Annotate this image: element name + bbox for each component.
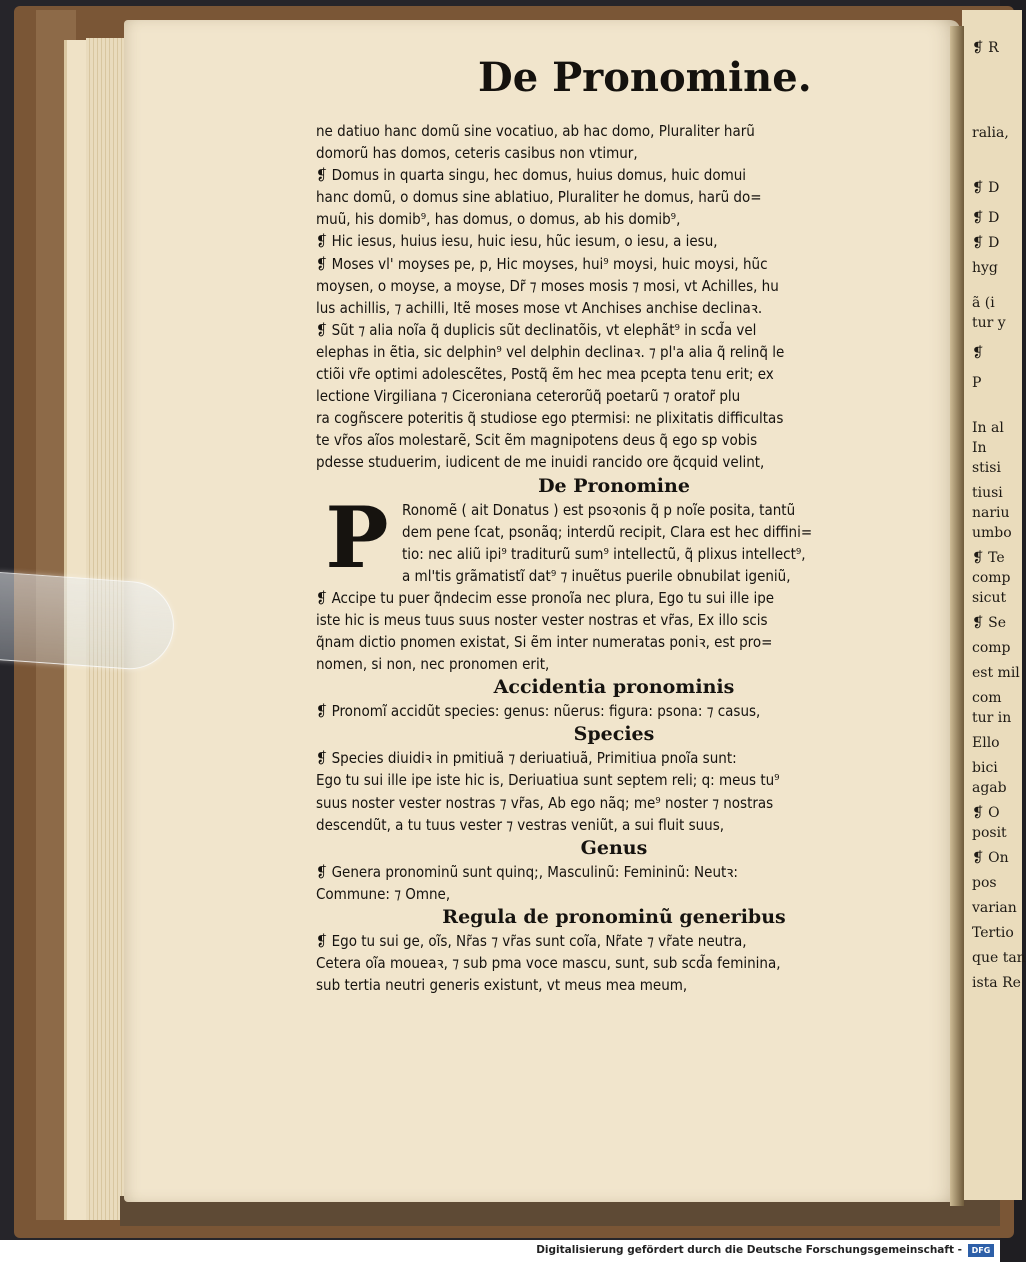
facing-page-fragment: hyg — [972, 260, 998, 276]
dfg-logo: DFG — [968, 1244, 994, 1257]
text-line: Ego tu sui ille ipe iste hic is, Deriuatiua sunt septem reli; q: meus tu⁹ — [316, 771, 780, 790]
facing-page-fragment: com — [972, 690, 1002, 706]
facing-page-fragment: tiusi — [972, 485, 1003, 501]
paragraph-block-e — [316, 747, 912, 835]
heading-regula: Regula de pronominũ generibus — [442, 905, 786, 928]
text-line: lectione Virgiliana ⁊ Ciceroniana ceterorũq̃ poetarũ ⁊ orator̃ plu — [316, 387, 741, 406]
paragraph-block-g — [316, 930, 912, 996]
text-line: hanc domũ, o domus sine ablatiuo, Pluraliter he domus, harũ do= — [316, 188, 762, 207]
facing-page-fragment: agab — [972, 780, 1007, 796]
text-line: ❡ Species diuidiꝛ in pmitiuã ⁊ deriuatiuã, Primitiua pnoĩa sunt: — [316, 749, 737, 768]
facing-page-fragment: comp — [972, 640, 1011, 656]
text-line: a ml'tis grãmatistĩ dat⁹ ⁊ inuẽtus puerile obnubilat igeniũ, — [402, 566, 791, 585]
decorated-initial: P — [325, 487, 389, 587]
page-title: De Pronomine. — [478, 54, 812, 101]
text-line: suus noster vester nostras ⁊ vr̃as, Ab ego nãq; me⁹ noster ⁊ nostras — [316, 793, 774, 812]
text-line: ❡ Ego tu sui ge, oĩs, Nr̃as ⁊ vr̃as sunt coĩa, Nr̃ate ⁊ vr̃ate neutra, — [316, 931, 747, 950]
heading-genus: Genus — [580, 836, 648, 859]
facing-page-fragment: ista Re — [972, 975, 1021, 991]
text-line: Ronomẽ ( ait Donatus ) est psoꝛonis q̃ p noĩe posita, tantũ — [402, 500, 796, 519]
text-line: tio: nec aliũ ipi⁹ traditurũ sum⁹ intellectũ, q̃ plixus intellect⁹, — [402, 544, 806, 563]
facing-page-fragment: ❡ D — [972, 235, 1000, 251]
facing-page-fragment: P — [972, 375, 982, 391]
paragraph-block-c — [316, 587, 912, 675]
paragraph-block-b — [316, 487, 912, 587]
facing-page-fragment: umbo — [972, 525, 1012, 541]
heading-species: Species — [573, 723, 655, 746]
facing-page-fragment: Ello — [972, 735, 1000, 751]
facing-page-fragment: est mil — [972, 665, 1020, 681]
facing-page-fragment: ❡ O — [972, 805, 1000, 821]
text-line: pdesse studuerim, iudicent de me inuidi rancido ore q̃cquid velint, — [316, 453, 765, 472]
paragraph-block-a — [316, 120, 912, 474]
text-line: ctiõi vr̃e optimi adolescẽtes, Postq̃ ẽm hec mea pcepta tenu erit; ex — [316, 365, 774, 384]
facing-page-fragment: tur in — [972, 710, 1012, 726]
text-line: moysen, o moyse, a moyse, Dr̃ ⁊ moses mosis ⁊ mosi, vt Achilles, hu — [316, 276, 779, 295]
text-line: nomen, si non, nec pronomen erit, — [316, 655, 550, 674]
text-line: ❡ Hic iesus, huius iesu, huic iesu, hũc iesum, o iesu, a iesu, — [316, 232, 718, 251]
facing-page-fragment: bici — [972, 760, 998, 776]
facing-page-fragment: sicut — [972, 590, 1007, 606]
facing-page-fragment: ❡ On — [972, 850, 1009, 866]
facing-page-fragment: In — [972, 440, 987, 456]
text-line: descendũt, a tu tuus vester ⁊ vestras veniũt, a sui fluit suus, — [316, 815, 725, 834]
facing-page-fragment: ❡ — [972, 345, 984, 361]
footer-credit: Digitalisierung gefördert durch die Deutsche Forschungsgemeinschaft - — [536, 1244, 962, 1256]
facing-page-fragment: ❡ Se — [972, 615, 1007, 631]
facing-page-fragment: ralia, — [972, 125, 1009, 141]
text-line: sub tertia neutri generis existunt, vt meus mea meum, — [316, 976, 688, 995]
text-line: Commune: ⁊ Omne, — [316, 884, 451, 903]
facing-page-fragment: ã (i — [972, 295, 995, 311]
footer-bar — [0, 1240, 1000, 1262]
text-line: ❡ Moses vl' moyses pe, p, Hic moyses, hui⁹ moysi, huic moysi, hũc — [316, 254, 768, 273]
text-line: ❡ Pronomĩ accidũt species: genus: nũerus: figura: psona: ⁊ casus, — [316, 702, 761, 721]
facing-page-fragment: nariu — [972, 505, 1010, 521]
text-line: ra cogñscere poteritis q̃ studiose ego ptermisi: ne plixitatis difficultas — [316, 409, 784, 428]
facing-page-fragment: ❡ D — [972, 210, 1000, 226]
text-line: te vr̃os aĩos molestarẽ, Scit ẽm magnipotens deus q̃ ego sp vobis — [316, 431, 758, 450]
text-line: ne datiuo hanc domũ sine vocatiuo, ab hac domo, Pluraliter harũ — [316, 122, 755, 140]
heading-accidentia: Accidentia pronominis — [493, 676, 735, 699]
facing-page-fragment: posit — [972, 825, 1007, 841]
page-gutter — [950, 26, 964, 1206]
facing-page-fragment: In al — [972, 420, 1004, 436]
paragraph-block-d — [316, 700, 912, 722]
facing-page-fragment: pos — [972, 875, 997, 891]
text-line: dem pene ſcat, psonãq; interdũ recipit, Clara est hec diffini= — [402, 522, 813, 541]
facing-page-fragment: comp — [972, 570, 1011, 586]
text-line: muũ, his domib⁹, has domus, o domus, ab his domib⁹, — [316, 210, 681, 229]
text-line: Cetera oĩa moueaꝛ, ⁊ sub pma voce mascu, sunt, sub scd̃a feminina, — [316, 954, 781, 972]
text-line: ❡ Domus in quarta singu, hec domus, huius domus, huic domui — [316, 166, 747, 185]
facing-page-fragment: que tan — [972, 950, 1026, 966]
facing-page-fragment: tur y — [972, 315, 1006, 331]
text-line: q̃nam dictio pnomen existat, Si ẽm inter numeratas poniꝛ, est pro= — [316, 633, 773, 652]
text-line: lus achillis, ⁊ achilli, Itẽ moses mose vt Anchises anchise declinaꝛ. — [316, 298, 763, 317]
facing-page-fragment: stisi — [972, 460, 1001, 476]
initial-paragraph — [316, 487, 912, 587]
facing-page-fragment: varian — [972, 900, 1017, 916]
transparent-page-holder — [0, 572, 177, 672]
text-line: ❡ Genera pronominũ sunt quinq;, Masculinũ: Femininũ: Neutꝛ: — [316, 862, 738, 881]
text-line: iste hic is meus tuus suus noster vester nostras et vr̃as, Ex illo scis — [316, 610, 768, 629]
text-line: elephas in ẽtia, sic delphin⁹ vel delphin declinaꝛ. ⁊ pl'a alia q̃ relinq̃ le — [316, 342, 785, 361]
facing-page-fragment: Tertio — [972, 925, 1014, 941]
paragraph-block-f — [316, 861, 912, 905]
facing-page-fragment: ❡ Te — [972, 550, 1005, 566]
text-line: ❡ Sũt ⁊ alia noĩa q̃ duplicis sũt declinatõis, vt elephãt⁹ in scd̃a vel — [316, 320, 757, 339]
facing-page-fragment: ❡ R — [972, 40, 999, 56]
page-text — [316, 120, 912, 996]
text-line: domorũ has domos, ceteris casibus non vtimur, — [316, 144, 638, 163]
heading-de-pronomine: De Pronomine — [538, 474, 690, 497]
facing-page-fragment: ❡ D — [972, 180, 1000, 196]
text-line: ❡ Accipe tu puer q̃ndecim esse pronoĩa nec plura, Ego tu sui ille ipe — [316, 588, 775, 607]
